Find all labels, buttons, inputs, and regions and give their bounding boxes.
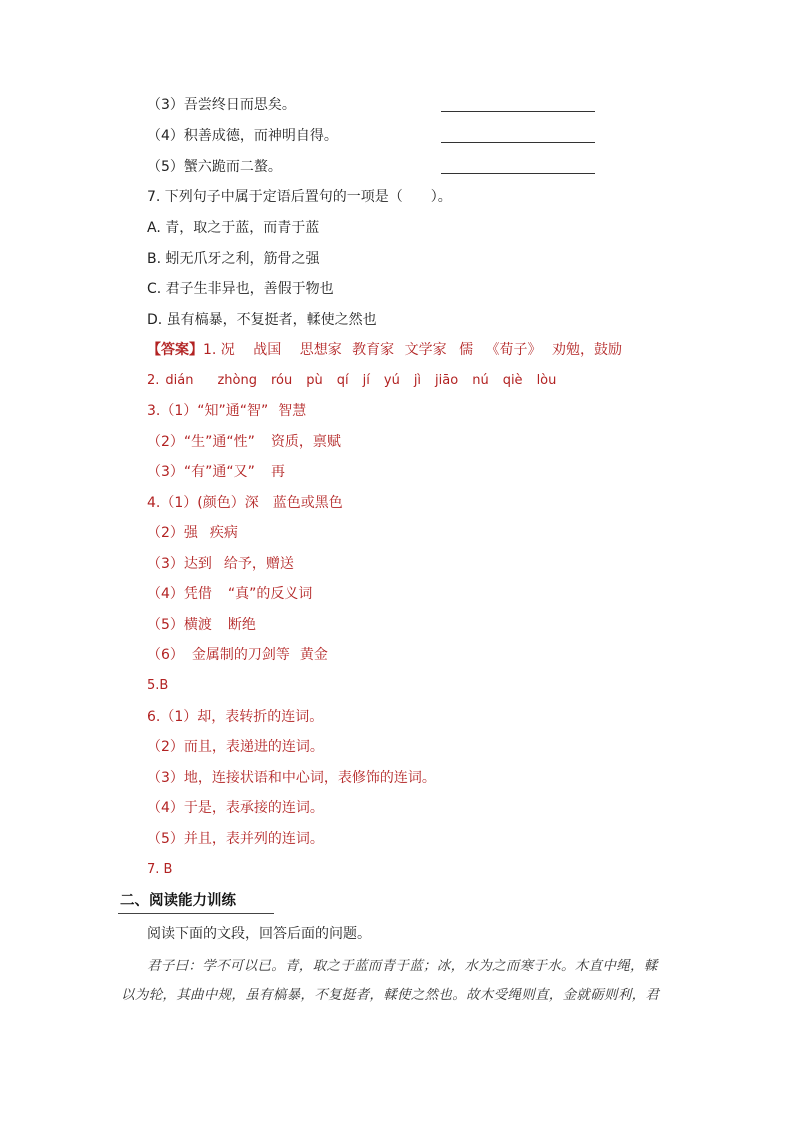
- answer-3-3: [147, 463, 285, 481]
- section-2-title: 二、阅读能力训练: [120, 893, 236, 909]
- answer-1-item: 儒: [459, 342, 474, 358]
- gloss-b: “真”的反义词: [227, 586, 313, 602]
- meaning-text: 资质，禀赋: [270, 434, 341, 450]
- pinyin-item: jì: [413, 373, 422, 388]
- answer-1-item: 劝勉，鼓励: [551, 342, 622, 358]
- pinyin-item: jiāo: [435, 373, 459, 388]
- gloss-a: 达到: [183, 556, 212, 572]
- answer-num: （5）: [147, 831, 184, 847]
- q7-option-a: A. 青，取之于蓝，而青于蓝: [147, 220, 320, 236]
- answer-4-3: [147, 555, 294, 573]
- answer-6-5: [147, 830, 324, 848]
- answer-num: （6）: [147, 647, 184, 663]
- q6-item-3: （3）吾尝终日而思矣。: [147, 97, 296, 113]
- answer-text: 而且，表递进的连词。: [183, 739, 324, 755]
- answer-6-2: [147, 738, 324, 756]
- pinyin-item: róu: [271, 373, 293, 388]
- q6-item-5: （5）蟹六跪而二螯。: [147, 159, 282, 175]
- tongjia-text: “有”通“又”: [183, 464, 255, 480]
- answer-blank-5[interactable]: [441, 173, 595, 174]
- answer-num: （3）: [147, 556, 184, 572]
- answer-text: 地，连接状语和中心词，表修饰的连词。: [183, 770, 436, 786]
- answer-3-2: [147, 433, 341, 451]
- answer-6-3: [147, 769, 436, 787]
- answer-num: （5）: [147, 617, 184, 633]
- answer-text: 于是，表承接的连词。: [183, 800, 324, 816]
- answer-text: 并且，表并列的连词。: [183, 831, 324, 847]
- answer-num: （4）: [147, 586, 184, 602]
- tongjia-text: “生”通“性”: [183, 434, 255, 450]
- answer-1-item: 战国: [253, 342, 282, 358]
- q7-option-b: B. 蚓无爪牙之利，筋骨之强: [147, 251, 320, 267]
- answer-4-5: [147, 616, 256, 634]
- pinyin-item: qí: [336, 373, 349, 388]
- answer-num: 3.（1）: [147, 403, 198, 419]
- answer-num: （3）: [147, 770, 184, 786]
- answer-blank-3[interactable]: [441, 111, 595, 112]
- answer-3-1: [147, 402, 306, 420]
- gloss-a: 横渡: [183, 617, 212, 633]
- answer-num: （2）: [147, 739, 184, 755]
- gloss-b: 给予，赠送: [223, 556, 294, 572]
- tongjia-text: “知”通“智”: [197, 403, 269, 419]
- answer-num: 6.（1）: [147, 709, 198, 725]
- meaning-text: 智慧: [278, 403, 307, 419]
- pinyin-item: zhòng: [217, 373, 257, 388]
- gloss-a: 金属制的刀剑等: [191, 647, 290, 663]
- answer-6-4: [147, 799, 324, 817]
- section-title-rule: [118, 913, 274, 914]
- q7-option-c: C. 君子生非异也，善假于物也: [147, 281, 334, 297]
- q7-option-d: D. 虽有槁暴，不复挺者，輮使之然也: [147, 312, 377, 328]
- answer-blank-4[interactable]: [441, 142, 595, 143]
- pinyin-item: dián: [165, 373, 194, 388]
- gloss-b: 蓝色或黑色: [272, 495, 343, 511]
- answer-4-1: [147, 494, 343, 512]
- answer-4-2: [147, 524, 238, 542]
- pinyin-item: nú: [472, 373, 489, 388]
- q6-item-4: （4）积善成德，而神明自得。: [147, 128, 338, 144]
- pinyin-item: qiè: [502, 373, 523, 388]
- answer-num: 4.（1）: [147, 495, 198, 511]
- answer-label: 【答案】: [147, 342, 203, 358]
- answer-6-1: [147, 708, 323, 726]
- answer-2-prefix: 2.: [147, 373, 160, 388]
- q7-stem: 7. 下列句子中属于定语后置句的一项是（ ）。: [147, 189, 452, 205]
- answer-4-4: [147, 585, 312, 603]
- answer-1: [147, 341, 622, 359]
- passage-line-2: 以为轮，其曲中规，虽有槁暴，不复挺者，輮使之然也。故木受绳则直，金就砺则利，君: [121, 987, 660, 1003]
- pinyin-item: pù: [306, 373, 323, 388]
- meaning-text: 再: [270, 464, 285, 480]
- answer-1-item: 思想家: [299, 342, 342, 358]
- answer-5: 5.B: [147, 678, 169, 693]
- gloss-a: 强: [183, 525, 198, 541]
- answer-num: （4）: [147, 800, 184, 816]
- answer-7: 7. B: [147, 862, 173, 877]
- answer-num: （2）: [147, 525, 184, 541]
- pinyin-item: yú: [383, 373, 400, 388]
- passage-line-1: 君子曰：学不可以已。青，取之于蓝而青于蓝；冰，水为之而寒于水。木直中绳，輮: [147, 958, 658, 974]
- answer-1-item: 教育家: [352, 342, 395, 358]
- answer-num: （2）: [147, 434, 184, 450]
- gloss-b: 黄金: [299, 647, 328, 663]
- gloss-a: (颜色）深: [197, 495, 259, 511]
- gloss-a: 凭借: [183, 586, 212, 602]
- answer-num: （3）: [147, 464, 184, 480]
- gloss-b: 疾病: [209, 525, 238, 541]
- answer-text: 却，表转折的连词。: [197, 709, 324, 725]
- answer-2: [147, 372, 570, 390]
- gloss-b: 断绝: [227, 617, 256, 633]
- pinyin-item: jí: [362, 373, 370, 388]
- answer-1-item: 1. 况: [203, 342, 235, 358]
- reading-instruction: 阅读下面的文段，回答后面的问题。: [147, 926, 371, 942]
- answer-1-item: 文学家: [404, 342, 447, 358]
- answer-1-item: 《荀子》: [485, 342, 542, 358]
- pinyin-item: lòu: [536, 373, 557, 388]
- answer-4-6: [147, 646, 328, 664]
